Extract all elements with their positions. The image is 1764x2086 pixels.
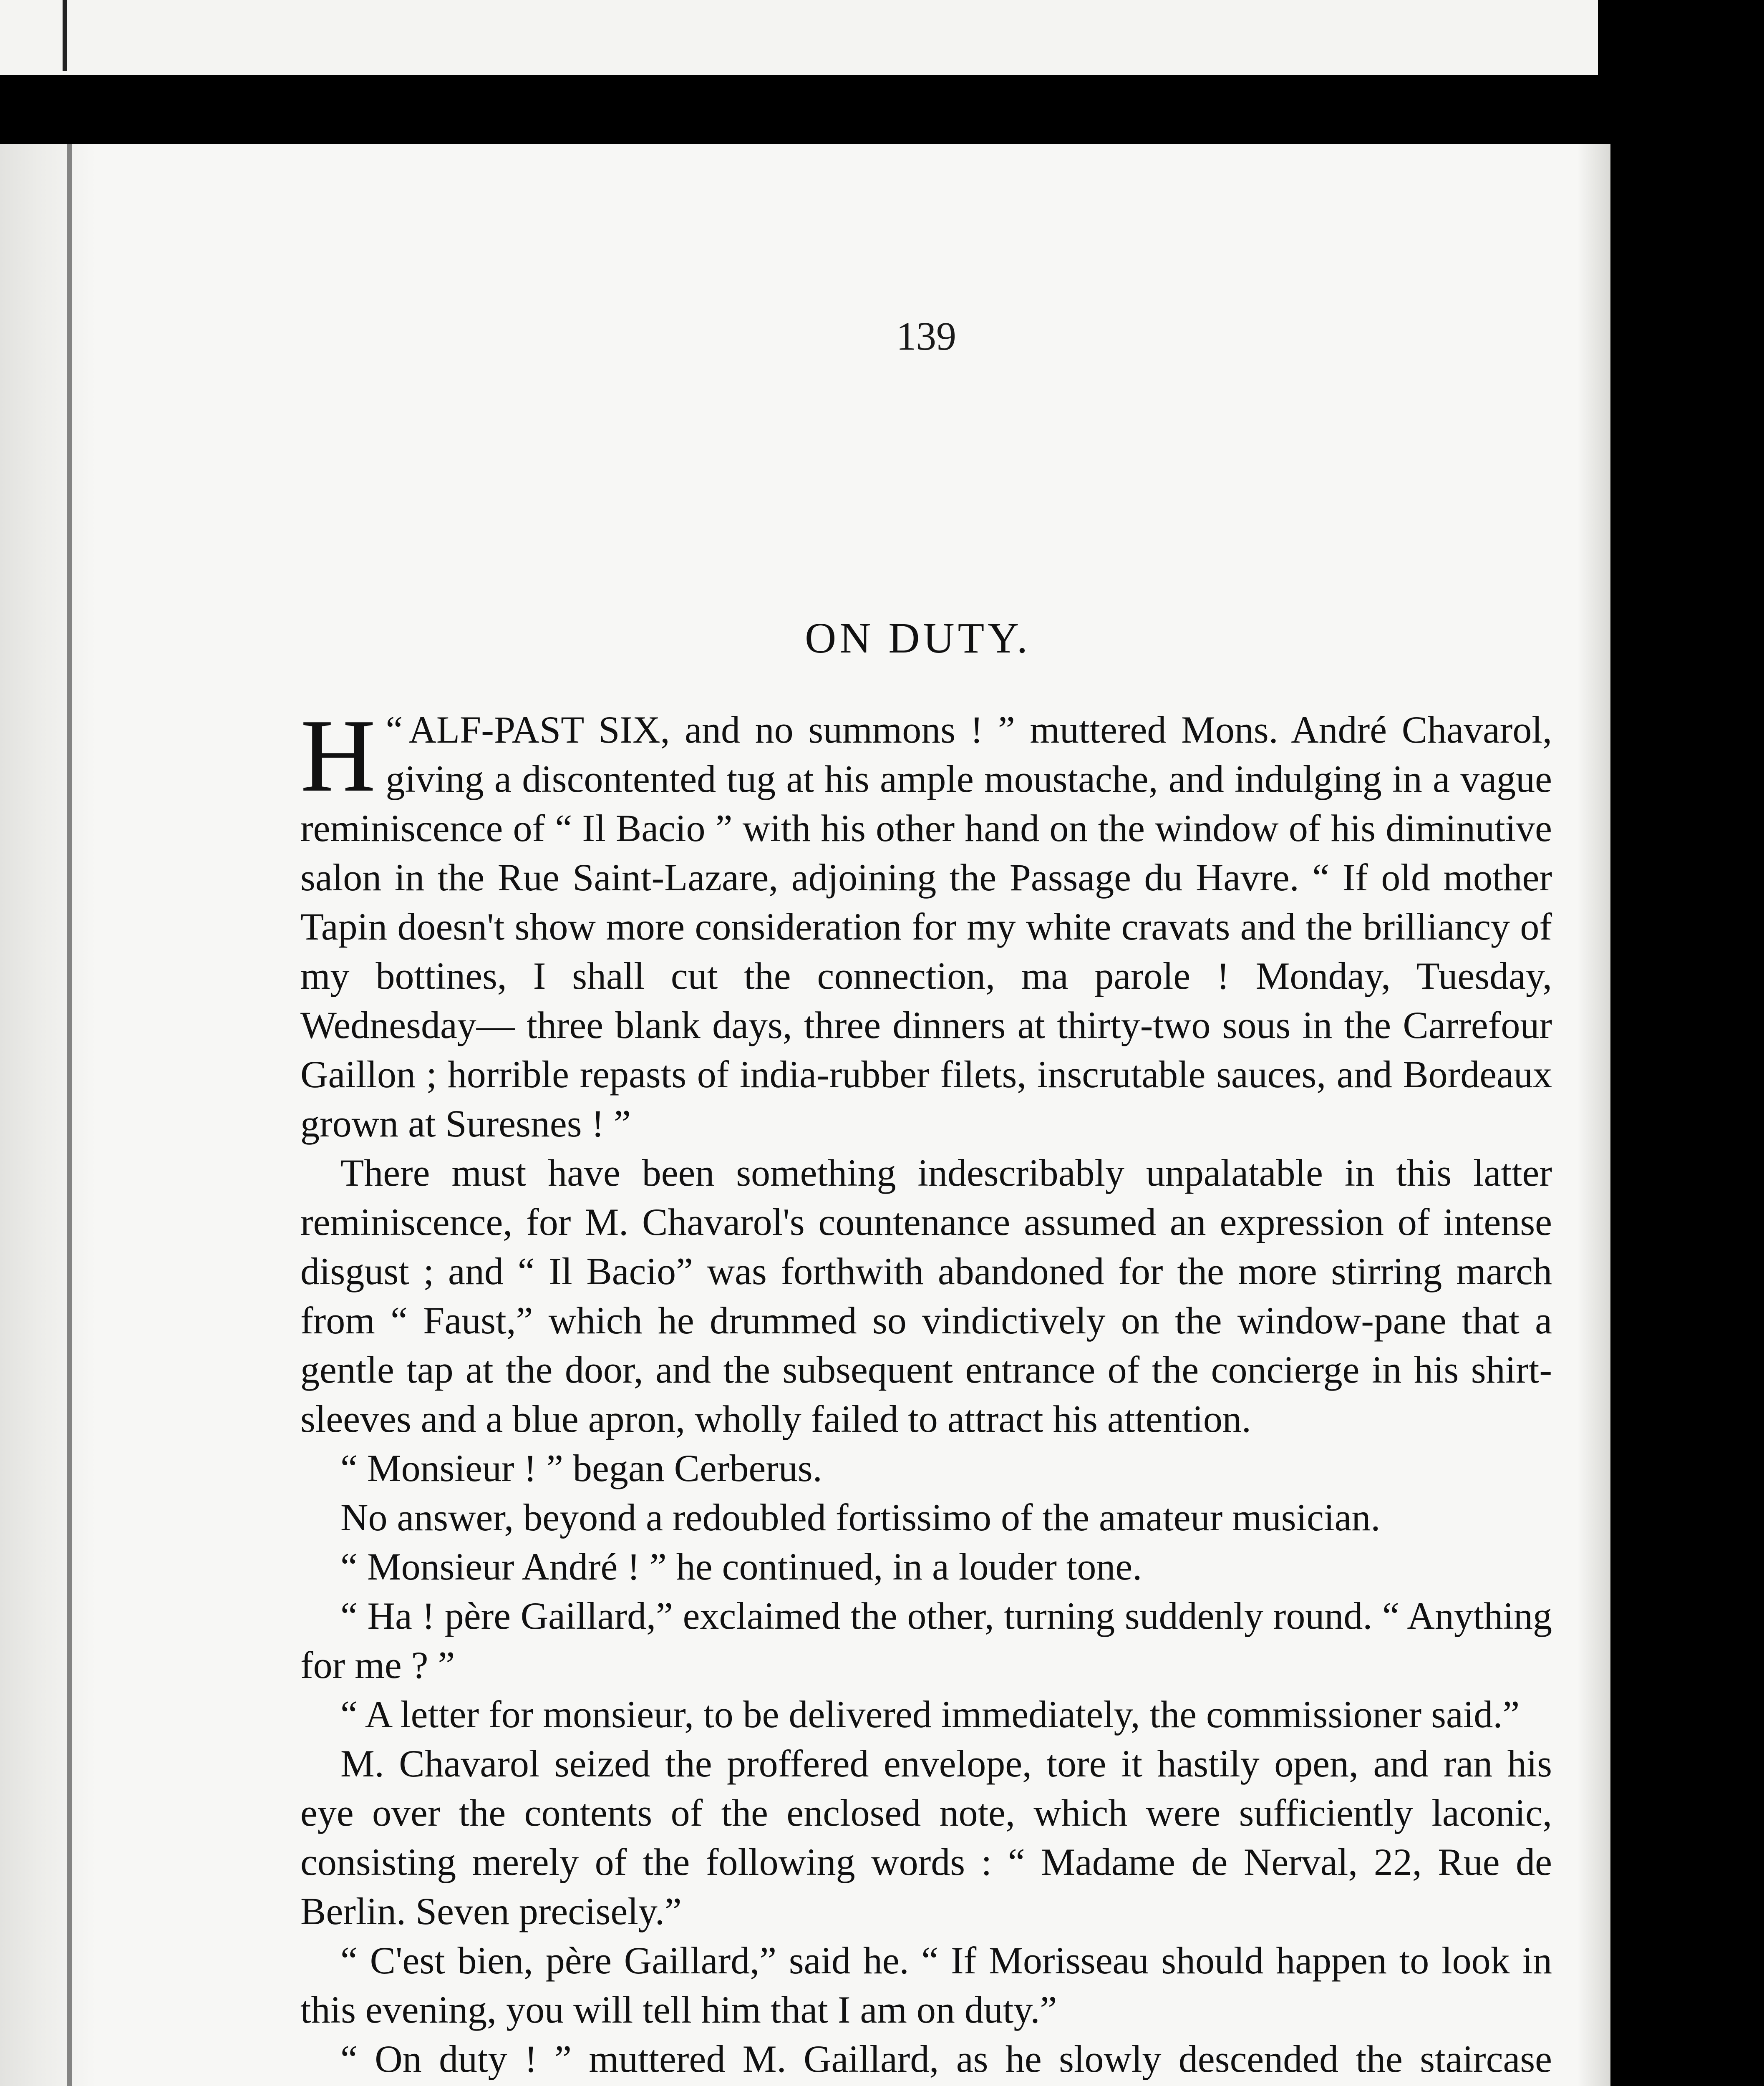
page-gutter xyxy=(0,144,96,2086)
page-number: 139 xyxy=(896,314,956,358)
previous-page-edge xyxy=(63,0,67,71)
paragraph: “ On duty ! ” muttered M. Gaillard, as he slowly descended the staircase xyxy=(340,2038,1552,2080)
binding-line xyxy=(67,144,72,2086)
paragraph: “ Ha ! père Gaillard,” exclaimed the other, turning suddenly round. “ Anything for me ? ” xyxy=(300,1595,1552,1686)
page-right-edge xyxy=(1577,144,1610,2086)
paragraph: There must have been something indescribably unpalatable in this latter reminiscence, for M. Chavarol's countenance assumed an expression of intense disgust ; and “ Il Bacio” was forthwith abandoned for the more stirring march from “ Faust,” which he drummed so vindictively on the window-pane that a gentle tap at the door, and the subsequent entrance of the concierge in his shirt-sleeves and a blue apron, wholly failed to attract his attention. xyxy=(300,1151,1552,1440)
chapter-title: ON DUTY. xyxy=(805,614,1031,662)
first-paragraph xyxy=(300,698,1552,1148)
paragraph: No answer, beyond a redoubled fortissimo of the amateur musician. xyxy=(340,1496,1381,1539)
paragraph: “ Monsieur ! ” began Cerberus. xyxy=(340,1447,822,1489)
paragraph: “ Monsieur André ! ” he continued, in a louder tone. xyxy=(340,1545,1142,1588)
paragraph: M. Chavarol seized the proffered envelope, tore it hastily open, and ran his eye over the contents of the enclosed note, which were sufficiently laconic, consisting merely of the following words : “ Madame de Nerval, 22, Rue de Berlin. Seven precisely.” xyxy=(300,1742,1552,1932)
paragraph: “ A letter for monsieur, to be delivered immediately, the commissioner said.” xyxy=(340,1693,1520,1736)
drop-cap: H xyxy=(300,698,376,814)
first-paragraph-text: ALF-PAST SIX, and no summons ! ” muttered Mons. André Chavarol, giving a discontented tug at his ample moustache, and indulging in a vague reminiscence of “ Il Bacio ” with his other hand on the window of his diminutive salon in the Rue Saint-Lazare, adjoining the Passage du Havre. “ If old mother Tapin doesn't show more consideration for my white cravats and the brilliancy of my bottines, I shall cut the connection, ma parole ! Monday, Tuesday, Wednesday— three blank days, three dinners at thirty-two sous in the Carrefour Gaillon ; horrible repasts of india-rubber filets, inscrutable sauces, and Bordeaux grown at Suresnes ! ” xyxy=(300,708,1552,1145)
body-text xyxy=(300,698,1552,2086)
opening-quote: “ xyxy=(386,708,403,751)
paragraph: “ C'est bien, père Gaillard,” said he. “ If Morisseau should happen to look in this evening, you will tell him that I am on duty.” xyxy=(300,1939,1552,2031)
previous-page-strip xyxy=(0,0,1598,75)
